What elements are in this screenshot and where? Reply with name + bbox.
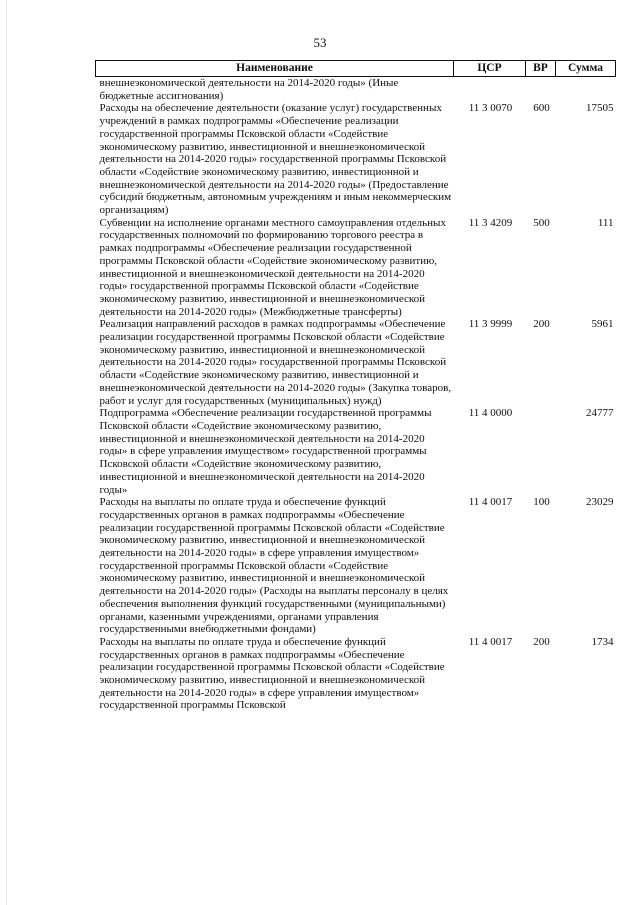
row-vr: 600 [533, 102, 550, 115]
table-row [96, 636, 616, 712]
table-row [96, 407, 616, 496]
row-csr: 11 3 4209 [468, 216, 513, 229]
table-row [96, 496, 616, 636]
row-sum: 23029 [586, 496, 614, 509]
table-row [96, 217, 616, 319]
row-vr [526, 407, 556, 496]
row-vr: 200 [533, 635, 550, 648]
row-vr: 200 [533, 318, 550, 331]
row-name: внешнеэкономической деятельности на 2014-2020 годы» (Иные бюджетные ассигнования) [99, 77, 399, 102]
row-vr: 500 [533, 216, 550, 229]
table-header [96, 61, 616, 77]
header-row [96, 61, 616, 77]
row-name: Расходы на выплаты по оплате труда и обеспечение функций государственных органов в рамках подпрограммы «Обеспечение реализации государственной программы Псковской области «Содействие экономическому развитию, инвестиционной и внешнеэкономической деятельности на 2014-2020 годы» в сфере управления имуществом» государственной программы Псковской области «Содействие экономическому развитию, инвестиционной и внешнеэкономической деятельности на 2014-2020 годы» (Расходы на выплаты персоналу в целях обеспечения выполнения функций государственными (муниципальными) органами, казенными учреждениями, органами управления государственными внебюджетными фондами) [99, 496, 449, 636]
header-csr: ЦСР [454, 61, 526, 77]
page-number: 53 [313, 35, 327, 50]
row-csr: 11 3 9999 [468, 318, 513, 331]
budget-table [95, 60, 616, 712]
table-row [96, 102, 616, 216]
header-sum: Сумма [556, 61, 616, 77]
row-name: Подпрограмма «Обеспечение реализации государственной программы Псковской области «Содействие экономическому развитию, инвестиционной и внешнеэкономической деятельности на 2014-2020 годы» в сфере управления имуществом» государственной программы Псковской области «Содействие экономическому развитию, инвестиционной и внешнеэкономической деятельности на 2014-2020 годы» [99, 407, 432, 496]
row-csr: 11 4 0017 [468, 496, 513, 509]
row-sum: 24777 [586, 407, 614, 420]
row-csr [454, 77, 526, 103]
table-body [96, 77, 616, 713]
row-csr: 11 4 0000 [468, 407, 513, 420]
row-sum [556, 77, 616, 103]
row-csr: 11 3 0070 [468, 102, 513, 115]
table-row [96, 318, 616, 407]
row-sum: 5961 [591, 318, 614, 331]
row-name: Субвенции на исполнение органами местного самоуправления отдельных государственных полномочий по формированию торгового реестра в рамках подпрограммы «Обеспечение реализации государственной программы Псковской области «Содействие экономическому развитию, инвестиционной и внешнеэкономической деятельности на 2014-2020 годы» государственной программы Псковской области «Содействие экономическому развитию, инвестиционной и внешнеэкономической деятельности на 2014-2020 годы» (Межбюджетные трансферты) [99, 216, 446, 318]
row-name: Реализация направлений расходов в рамках подпрограммы «Обеспечение реализации государственной программы Псковской области «Содействие экономическому развитию, инвестиционной и внешнеэкономической деятельности на 2014-2020 годы» государственной программы Псковской области «Содействие экономическому развитию, инвестиционной и внешнеэкономической деятельности на 2014-2020 годы» (Закупка товаров, работ и услуг для государственных (муниципальных) нужд) [99, 318, 452, 407]
row-vr: 100 [533, 496, 550, 509]
row-name: Расходы на обеспечение деятельности (оказание услуг) государственных учреждений в рамках подпрограммы «Обеспечение реализации государственной программы Псковской области «Содействие экономическому развитию, инвестиционной и внешнеэкономической деятельности на 2014-2020 годы» государственной программы Псковской области «Содействие экономическому развитию, инвестиционной и внешнеэкономической деятельности на 2014-2020 годы» (Предоставление субсидий бюджетным, автономным учреждениям и иным некоммерческим организациям) [99, 102, 452, 217]
header-name: Наименование [96, 61, 454, 77]
row-csr: 11 4 0017 [468, 635, 513, 648]
row-sum: 17505 [586, 102, 614, 115]
row-vr [526, 77, 556, 103]
row-sum: 111 [597, 216, 614, 229]
scan-edge [6, 0, 7, 905]
table-row [96, 77, 616, 103]
row-name: Расходы на выплаты по оплате труда и обеспечение функций государственных органов в рамках подпрограммы «Обеспечение реализации государственной программы Псковской области «Содействие экономическому развитию, инвестиционной и внешнеэкономической деятельности на 2014-2020 годы» в сфере управления имуществом» государственной программы Псковской [99, 635, 445, 712]
header-vr: ВР [526, 61, 556, 77]
row-sum: 1734 [591, 635, 614, 648]
